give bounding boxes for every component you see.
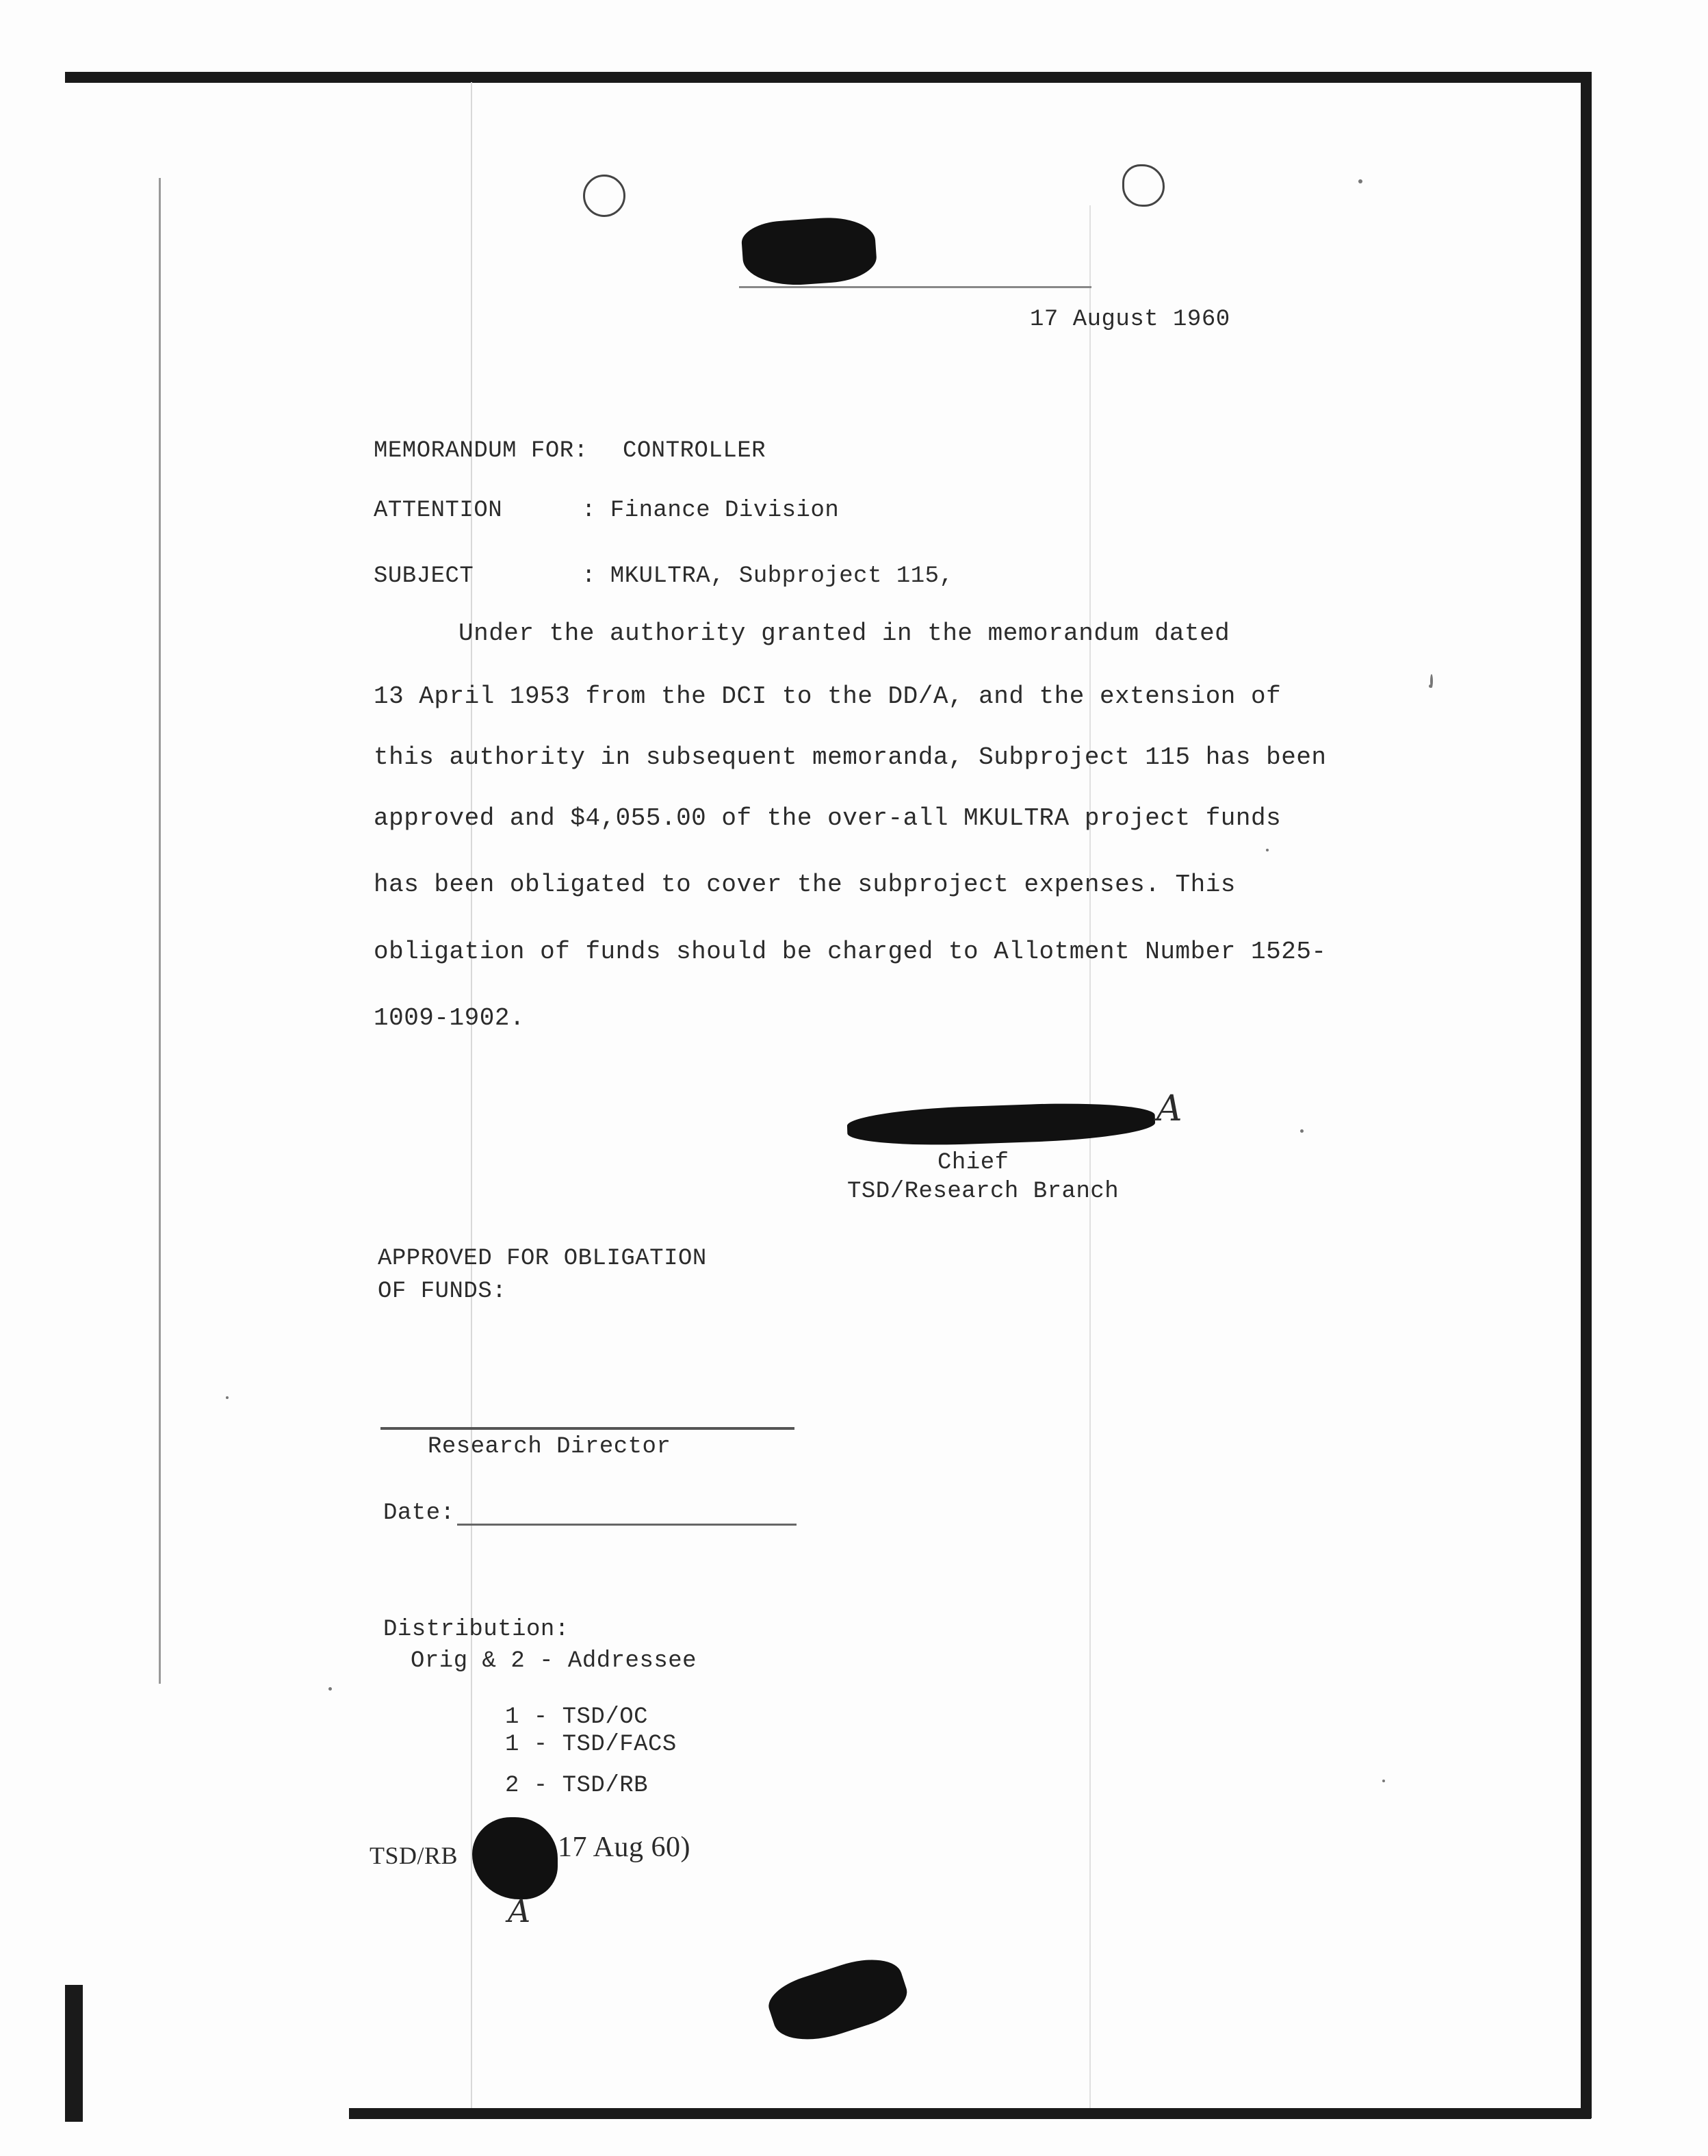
redaction-block-initials xyxy=(472,1817,558,1899)
body-line: this authority in subsequent memoranda, Subproject 115 has been xyxy=(374,743,1327,771)
signature-unit: TSD/Research Branch xyxy=(847,1179,1120,1205)
body-line: obligation of funds should be charged to Allotment Number 1525- xyxy=(374,938,1327,966)
scan-border-left xyxy=(65,1985,83,2122)
memorandum-for-label: MEMORANDUM FOR: xyxy=(374,438,588,464)
reference-org: TSD/RB xyxy=(370,1842,458,1869)
page-edge-shadow xyxy=(159,178,161,1684)
reference-mark: A xyxy=(508,1892,531,1929)
director-signature-line xyxy=(380,1427,794,1430)
approval-date-label: Date: xyxy=(383,1500,455,1526)
signature-mark: A xyxy=(1156,1088,1183,1129)
punch-hole-icon xyxy=(1122,164,1165,207)
distribution-item: 1 - TSD/OC xyxy=(505,1704,649,1730)
distribution-orig: Orig & 2 - Addressee xyxy=(411,1648,697,1674)
scan-speck xyxy=(1430,674,1433,688)
body-line: has been obligated to cover the subproject expenses. This xyxy=(374,871,1236,899)
subject-label: SUBJECT xyxy=(374,563,474,589)
scan-border-bottom xyxy=(349,2108,1591,2119)
scan-speck xyxy=(328,1687,332,1691)
approval-line-2: OF FUNDS: xyxy=(378,1279,507,1305)
memo-date: 17 August 1960 xyxy=(1030,307,1230,333)
approval-signer: Research Director xyxy=(428,1434,671,1460)
redaction-block-signature xyxy=(846,1100,1156,1148)
scan-speck xyxy=(226,1396,229,1399)
memorandum-for-value: CONTROLLER xyxy=(623,438,766,464)
subject-value: : MKULTRA, Subproject 115, xyxy=(582,563,954,589)
punch-hole-icon xyxy=(583,175,625,217)
distribution-item: 1 - TSD/FACS xyxy=(505,1732,677,1758)
body-line: 13 April 1953 from the DCI to the DD/A, and the extension of xyxy=(374,682,1282,710)
fold-line xyxy=(471,82,472,2108)
scan-speck xyxy=(1358,179,1362,183)
attention-label: ATTENTION xyxy=(374,498,503,524)
reference-date: 17 Aug 60) xyxy=(558,1832,690,1863)
scan-border-top xyxy=(65,72,1591,83)
approval-date-line xyxy=(457,1524,797,1526)
attention-value: : Finance Division xyxy=(582,498,840,524)
scan-speck xyxy=(1300,1129,1304,1133)
body-line: Under the authority granted in the memorandum dated xyxy=(458,619,1230,647)
distribution-item: 2 - TSD/RB xyxy=(505,1773,649,1799)
body-line: approved and $4,055.00 of the over-all MKULTRA project funds xyxy=(374,804,1282,832)
scan-border-right xyxy=(1581,72,1592,2118)
signature-title: Chief xyxy=(937,1150,1009,1176)
scan-speck xyxy=(1266,849,1269,851)
approval-line-1: APPROVED FOR OBLIGATION xyxy=(378,1246,707,1272)
body-line: 1009-1902. xyxy=(374,1004,526,1032)
distribution-title: Distribution: xyxy=(383,1617,569,1643)
fold-line-right xyxy=(1089,205,1091,2108)
redaction-block-top xyxy=(740,214,878,288)
classification-rule xyxy=(739,286,1091,288)
scan-speck xyxy=(1382,1780,1385,1782)
redaction-block-bottom xyxy=(763,1948,914,2052)
